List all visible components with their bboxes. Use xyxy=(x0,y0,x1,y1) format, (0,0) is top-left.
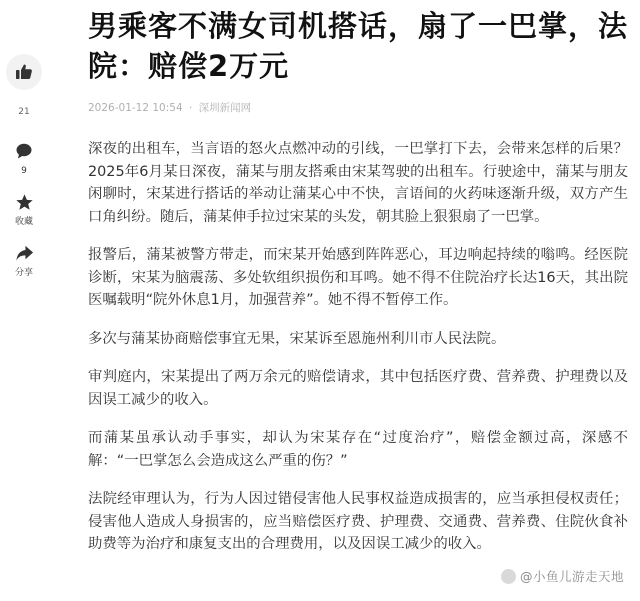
paragraph: 法院经审理认为，行为人因过错侵害他人民事权益造成损害的，应当承担侵权责任；侵害他人造成人身损害的，应当赔偿医疗费、护理费、交通费、营养费、住院伙食补助费等为治疗和康复支出的合理费用，以及因误工减少的收入。 xyxy=(88,491,628,552)
publish-date: 2026-01-12 10:54 xyxy=(88,102,183,114)
like-circle xyxy=(6,54,42,90)
author-watermark xyxy=(501,567,624,585)
article-title xyxy=(88,6,628,86)
share-button[interactable] xyxy=(0,242,48,279)
paragraph: 深夜的出租车，当言语的怒火点燃冲动的引线，一巴掌打下去，会带来怎样的后果？2025年6月某日深夜，蒲某与朋友搭乘由宋某驾驶的出租车。行驶途中，蒲某与朋友闲聊时，宋某进行搭话的举动让蒲某心中不快，言语间的火药味逐渐升级，双方产生口角纠纷。随后，蒲某伸手拉过宋某的头发，朝其脸上狠狠扇了一巴掌。 xyxy=(88,141,628,225)
share-label: 分享 xyxy=(14,268,33,278)
like-button[interactable] xyxy=(0,54,48,118)
article-meta xyxy=(88,101,628,115)
article xyxy=(88,0,628,572)
like-count: 21 xyxy=(18,107,30,117)
meta-separator: · xyxy=(188,102,193,114)
paragraph: 多次与蒲某协商赔偿事宜无果，宋某诉至恩施州利川市人民法院。 xyxy=(88,330,506,347)
title-line-1: 男乘客不满女司机搭话，扇了一巴掌，法 xyxy=(88,9,629,43)
collect-label: 收藏 xyxy=(14,217,33,227)
watermark-logo-icon xyxy=(501,569,516,584)
title-line-2: 院：赔偿2万元 xyxy=(88,49,290,83)
article-body xyxy=(88,138,628,556)
comment-bubble-icon xyxy=(13,140,35,162)
watermark-text: @小鱼儿游走天地 xyxy=(519,569,624,584)
comment-count: 9 xyxy=(21,166,27,176)
share-arrow-icon xyxy=(13,242,35,264)
comment-button[interactable] xyxy=(0,140,48,177)
collect-button[interactable] xyxy=(0,191,48,228)
article-source[interactable]: 深圳新闻网 xyxy=(198,102,252,114)
paragraph: 而蒲某虽承认动手事实，却认为宋某存在“过度治疗”，赔偿金额过高，深感不解：“一巴掌怎么会造成这么严重的伤？” xyxy=(88,430,628,469)
paragraph: 审判庭内，宋某提出了两万余元的赔偿请求，其中包括医疗费、营养费、护理费以及因误工减少的收入。 xyxy=(88,369,628,408)
thumbs-up-icon xyxy=(13,61,35,83)
paragraph: 报警后，蒲某被警方带走，而宋某开始感到阵阵恶心，耳边响起持续的嗡鸣。经医院诊断，宋某为脑震荡、多处软组织损伤和耳鸣。她不得不住院治疗长达16天，其出院医嘱载明“院外休息1月，加强营养”。她不得不暂停工作。 xyxy=(88,247,628,308)
star-icon xyxy=(13,191,35,213)
interaction-sidebar xyxy=(0,0,48,601)
